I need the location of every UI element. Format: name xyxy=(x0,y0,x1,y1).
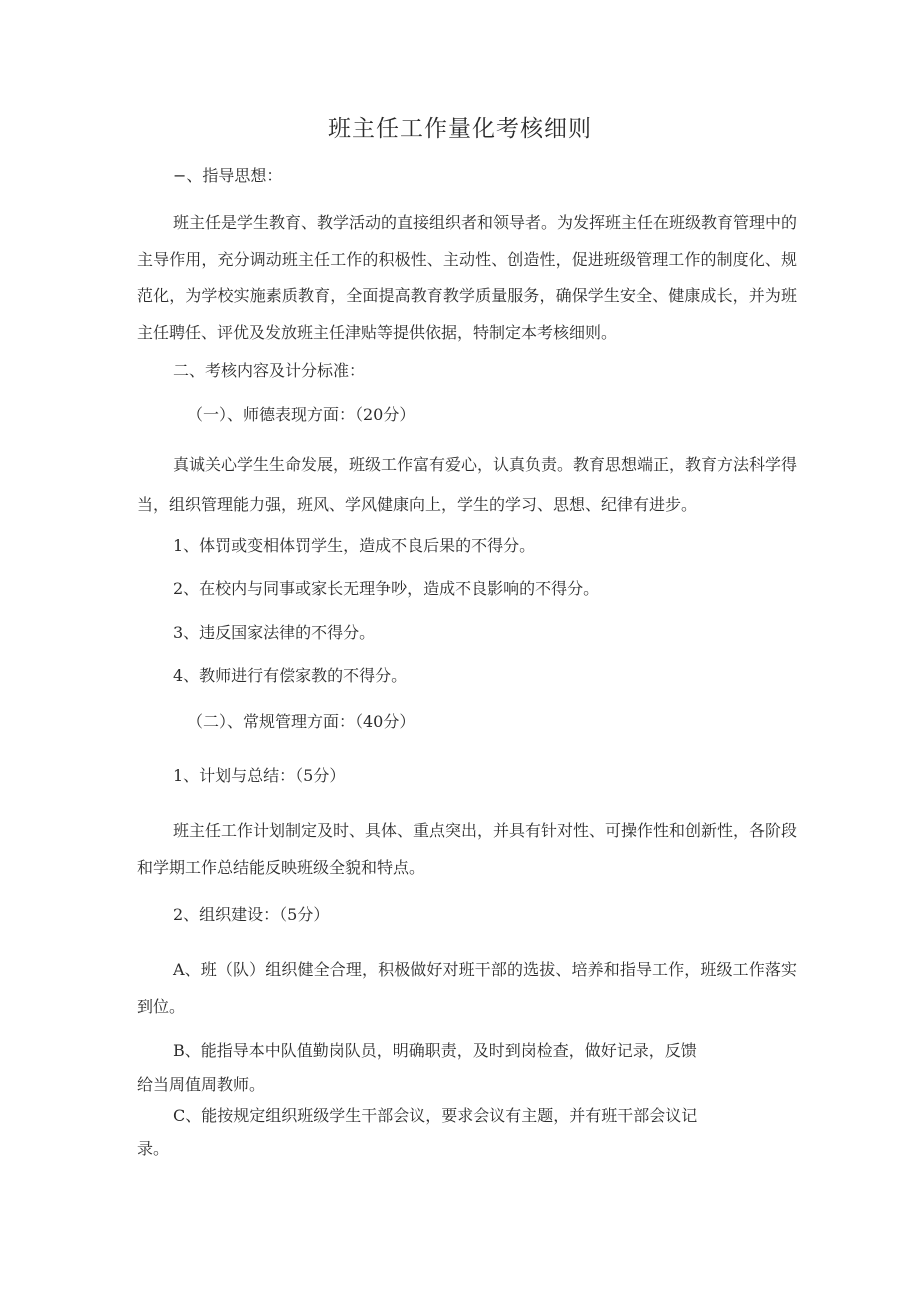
paragraph-organization-b-line2: 给当周值周教师。 xyxy=(137,1075,266,1094)
subsection-heading-ethics: （一）、师德表现方面：（20分） xyxy=(187,405,416,424)
section-heading-guiding-thought: −、指导思想： xyxy=(173,166,283,185)
list-item: 1、体罚或变相体罚学生，造成不良后果的不得分。 xyxy=(173,536,536,555)
paragraph-guiding-thought: 班主任是学生教育、教学活动的直接组织者和领导者。为发挥班主任在班级教育管理中的主导作用，充分调动班主任工作的积极性、主动性、创造性，促进班级管理工作的制度化、规范化，为学校实施素质教育，全面提高教育教学质量服务，确保学生安全、健康成长，并为班主任聘任、评优及发放班主任津贴等提供依据，特制定本考核细则。 xyxy=(137,213,798,342)
paragraph-organization-c-line1: C、能按规定组织班级学生干部会议，要求会议有主题，并有班干部会议记 xyxy=(173,1106,698,1125)
paragraph-organization-b-line1: B、能指导本中队值勤岗队员，明确职责，及时到岗检查，做好记录，反馈 xyxy=(173,1041,697,1060)
paragraph-ethics: 真诚关心学生生命发展，班级工作富有爱心，认真负责。教育思想端正，教育方法科学得当，组织管理能力强，班风、学风健康向上，学生的学习、思想、纪律有进步。 xyxy=(137,455,798,514)
item-heading-plan: 1、计划与总结：（5分） xyxy=(173,766,346,785)
section-heading-content-standards: 二、考核内容及计分标准： xyxy=(173,361,366,380)
paragraph-plan: 班主任工作计划制定及时、具体、重点突出，并具有针对性、可操作性和创新性，各阶段和学期工作总结能反映班级全貌和特点。 xyxy=(137,821,798,877)
document-title: 班主任工作量化考核细则 xyxy=(328,116,592,142)
item-heading-organization: 2、组织建设：（5分） xyxy=(173,905,330,924)
list-item: 2、在校内与同事或家长无理争吵，造成不良影响的不得分。 xyxy=(173,579,600,598)
subsection-heading-routine: （二）、常规管理方面：（40分） xyxy=(187,712,416,731)
paragraph-organization-c-line2: 录。 xyxy=(137,1139,170,1158)
paragraph-organization-a: A、班（队）组织健全合理，积极做好对班干部的选拔、培养和指导工作，班级工作落实到位。 xyxy=(137,960,797,1016)
list-item: 3、违反国家法律的不得分。 xyxy=(173,623,376,642)
list-item: 4、教师进行有偿家教的不得分。 xyxy=(173,666,408,685)
